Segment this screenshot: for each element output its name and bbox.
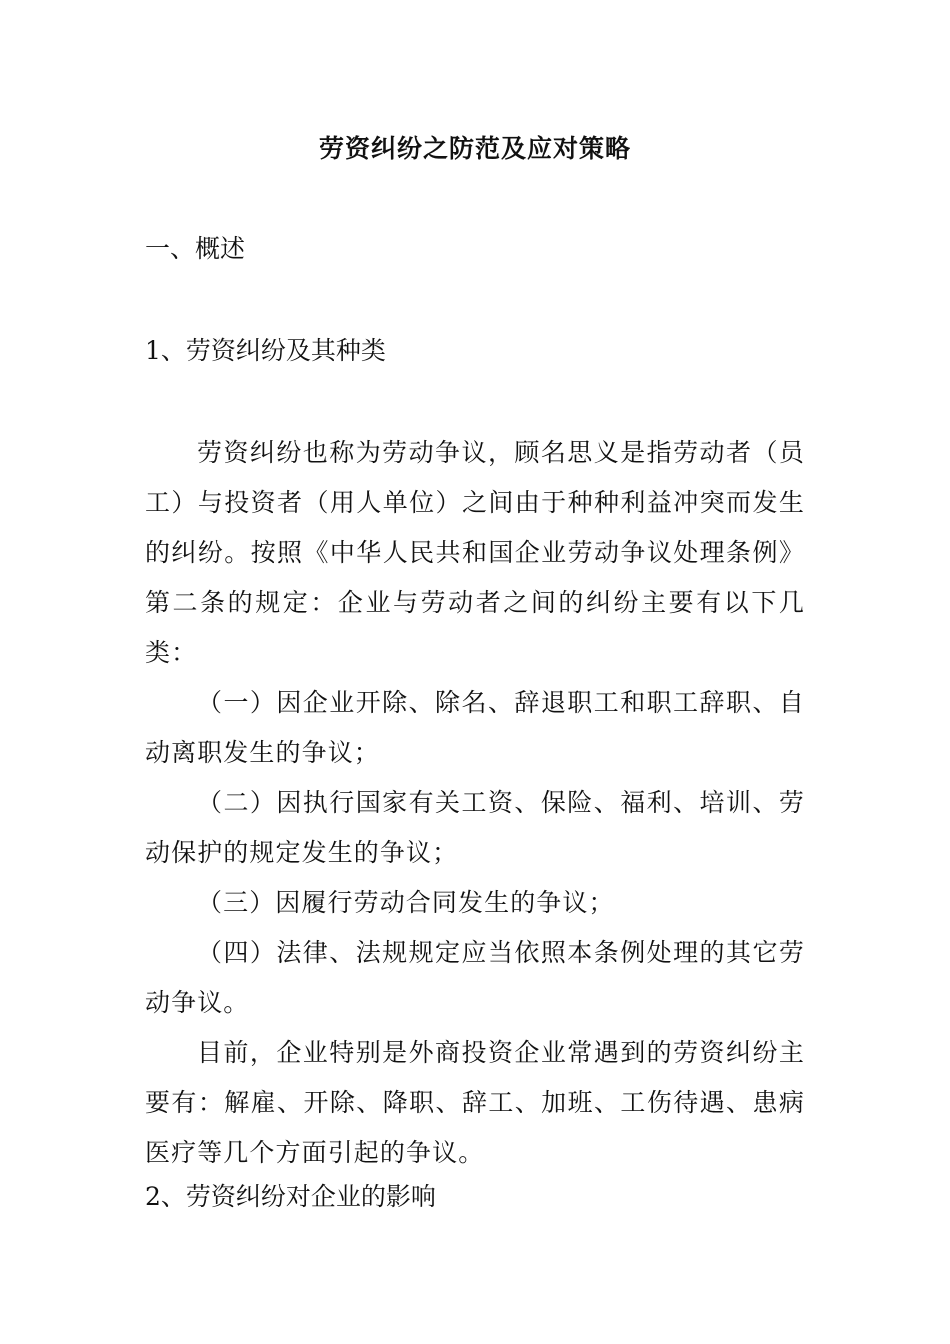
paragraph-item-1: （一）因企业开除、除名、辞退职工和职工辞职、自动离职发生的争议； xyxy=(145,688,805,767)
paragraph-current-disputes: 目前，企业特别是外商投资企业常遇到的劳资纠纷主要有：解雇、开除、降职、辞工、加班、工伤待遇、患病医疗等几个方面引起的争议。 xyxy=(145,1038,805,1167)
paragraph-item-3: （三）因履行劳动合同发生的争议； xyxy=(197,888,615,917)
document-title: 劳资纠纷之防范及应对策略 xyxy=(318,134,631,163)
subsection-heading-impact: 2、劳资纠纷对企业的影响 xyxy=(145,1182,436,1211)
paragraph-item-2: （二）因执行国家有关工资、保险、福利、培训、劳动保护的规定发生的争议； xyxy=(145,788,805,867)
section-heading-overview: 一、概述 xyxy=(145,234,246,263)
body-text xyxy=(145,428,805,1178)
subsection-heading-types: 1、劳资纠纷及其种类 xyxy=(145,336,386,365)
paragraph-item-4: （四）法律、法规规定应当依照本条例处理的其它劳动争议。 xyxy=(145,938,805,1017)
paragraph-definition: 劳资纠纷也称为劳动争议，顾名思义是指劳动者（员工）与投资者（用人单位）之间由于种种利益冲突而发生的纠纷。按照《中华人民共和国企业劳动争议处理条例》第二条的规定：企业与劳动者之间的纠纷主要有以下几类： xyxy=(145,438,805,667)
